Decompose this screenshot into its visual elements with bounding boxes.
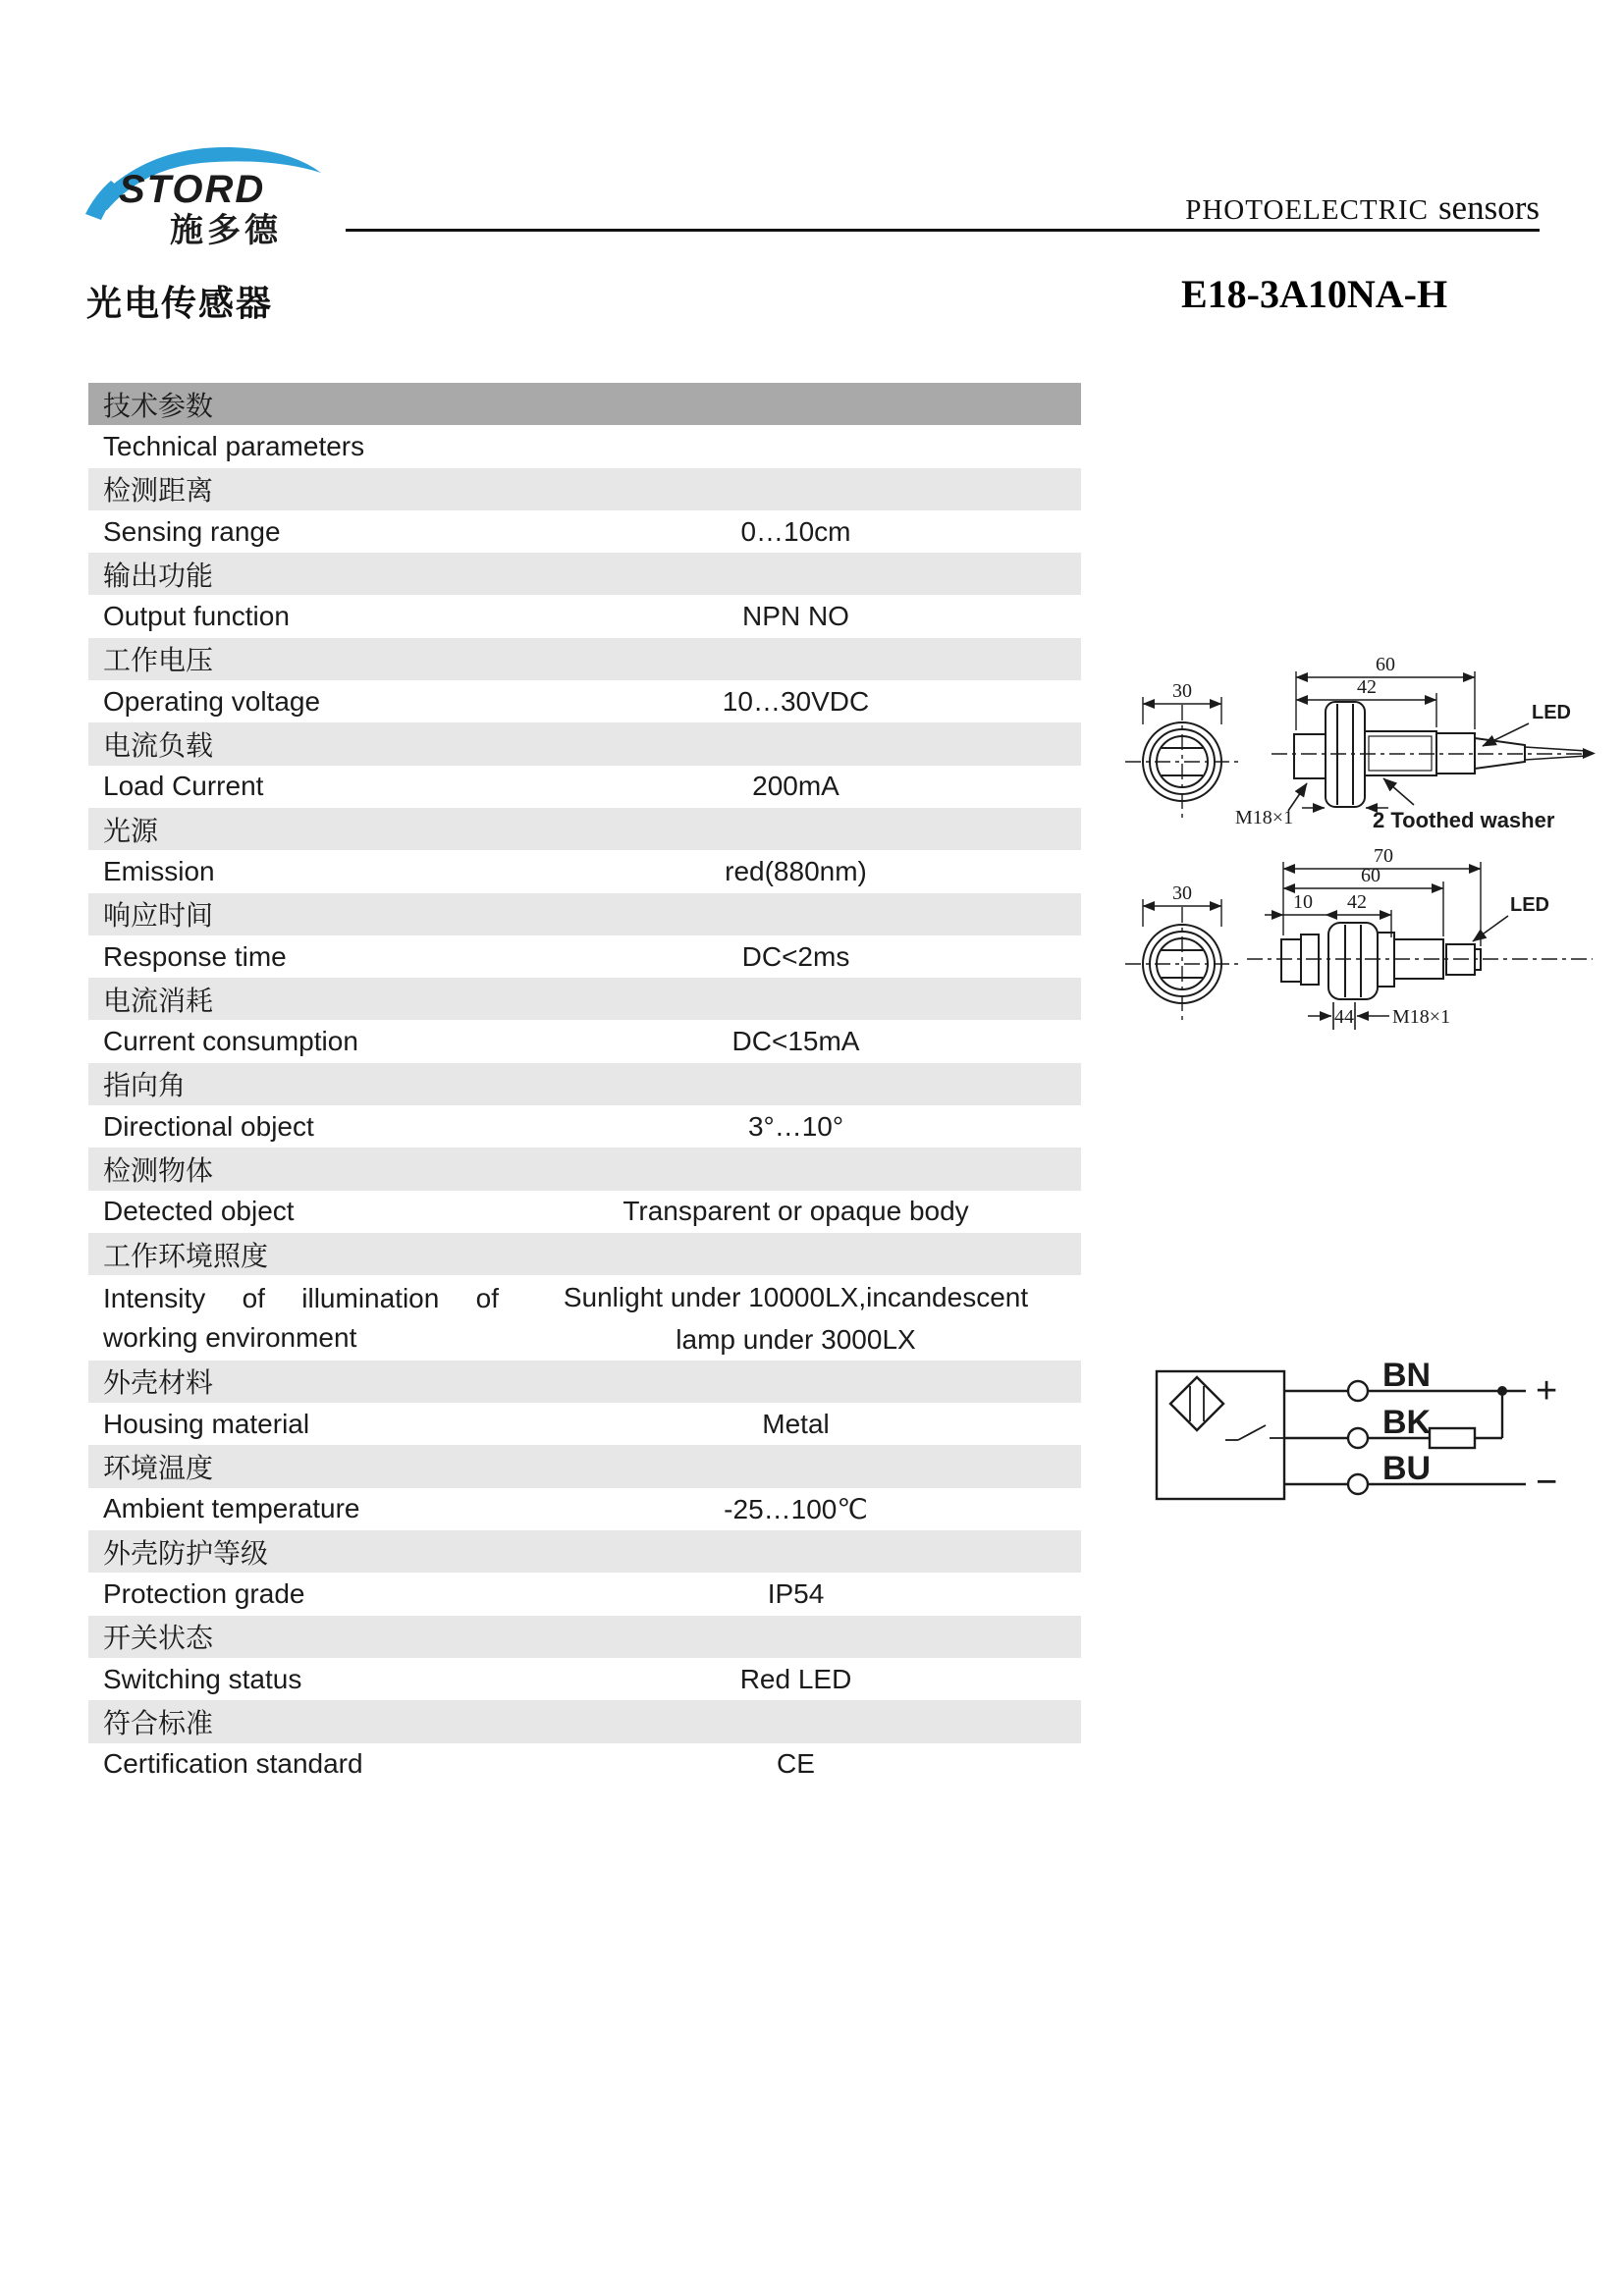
table-row	[88, 595, 1081, 637]
table-row	[88, 722, 1081, 765]
table-row	[88, 638, 1081, 680]
dim-diameter-label: 30	[1172, 882, 1192, 904]
row-value: -25…100℃	[724, 1493, 868, 1524]
table-row	[88, 1743, 1081, 1786]
dimension-drawing-2	[1090, 849, 1600, 1065]
table-row	[88, 1445, 1081, 1487]
table-row	[88, 553, 1081, 595]
spec-table	[88, 383, 1081, 1786]
table-row	[88, 1233, 1081, 1275]
row-label: 外壳防护等级	[103, 1537, 269, 1569]
wire-bu-label: BU	[1382, 1450, 1432, 1487]
table-row	[88, 680, 1081, 722]
table-row	[88, 510, 1081, 553]
row-label: 电流消耗	[103, 985, 214, 1016]
table-row	[88, 1403, 1081, 1445]
row-label: Directional object	[103, 1110, 314, 1142]
row-label: Output function	[103, 601, 290, 632]
dim-body-length-label: 42	[1357, 676, 1377, 698]
brand-word: sensors	[1437, 188, 1540, 227]
row-label: Technical parameters	[103, 430, 365, 461]
row-label: Certification standard	[103, 1748, 363, 1780]
table-row	[88, 850, 1081, 892]
row-label: Response time	[103, 940, 287, 972]
row-label: 工作环境照度	[103, 1240, 269, 1271]
wire-bk-label: BK	[1382, 1404, 1432, 1441]
thread-label: M18×1	[1235, 807, 1294, 828]
row-value: Red LED	[739, 1663, 852, 1694]
brand-line	[1185, 188, 1540, 228]
row-value: DC<15mA	[731, 1026, 860, 1057]
page-title-zh: 光电传感器	[86, 283, 274, 323]
row-label: 指向角	[103, 1070, 187, 1101]
dim-60-label: 60	[1361, 865, 1380, 886]
row-label: 工作电压	[103, 645, 214, 676]
row-value: NPN NO	[742, 601, 849, 632]
plus-terminal-label: +	[1536, 1370, 1558, 1412]
led-label: LED	[1510, 894, 1549, 916]
row-label: 开关状态	[103, 1623, 214, 1654]
header-rule	[346, 229, 1540, 232]
row-value: Transparent or opaque body	[623, 1196, 969, 1227]
dimension-drawing-1	[1090, 628, 1600, 849]
table-row	[88, 1361, 1081, 1403]
row-value: 0…10cm	[740, 515, 851, 547]
row-label: Switching status	[103, 1663, 302, 1694]
row-label: 外壳材料	[103, 1367, 214, 1399]
row-label: 电流负载	[103, 730, 214, 762]
table-row	[88, 425, 1081, 467]
dim-total-length-label: 60	[1376, 654, 1395, 675]
table-row	[88, 1530, 1081, 1573]
row-value: red(880nm)	[725, 855, 867, 886]
row-label: 环境温度	[103, 1453, 214, 1484]
row-label: 输出功能	[103, 560, 214, 591]
wiring-diagram	[1139, 1355, 1600, 1522]
table-row	[88, 1105, 1081, 1148]
brand-caps: PHOTOELECTRIC	[1185, 194, 1429, 226]
row-label: 符合标准	[103, 1707, 214, 1738]
dim-42-label: 42	[1347, 891, 1367, 913]
table-row	[88, 766, 1081, 808]
dim-10-label: 10	[1293, 891, 1313, 913]
row-value: CE	[777, 1748, 815, 1780]
row-label: Housing material	[103, 1408, 310, 1439]
table-row	[88, 1191, 1081, 1233]
row-value: IP54	[767, 1577, 825, 1609]
row-label: Load Current	[103, 771, 264, 802]
table-row	[88, 808, 1081, 850]
dim-44-label: 44	[1334, 1006, 1354, 1028]
table-row	[88, 1148, 1081, 1190]
row-label: 技术参数	[103, 390, 214, 421]
logo-wordmark: STORD	[119, 168, 266, 211]
table-row	[88, 1658, 1081, 1700]
thread-label: M18×1	[1392, 1006, 1451, 1028]
stord-logo	[83, 137, 329, 255]
table-row	[88, 978, 1081, 1020]
terminal-bk	[1348, 1428, 1368, 1448]
row-label: 检测物体	[103, 1154, 214, 1186]
row-value: Metal	[762, 1408, 830, 1439]
table-row	[88, 1700, 1081, 1742]
row-value: DC<2ms	[741, 940, 850, 972]
table-row	[88, 1488, 1081, 1530]
row-label: Intensity of illumination of working environment	[103, 1282, 499, 1353]
table-row	[88, 1020, 1081, 1062]
led-label: LED	[1532, 702, 1571, 723]
terminal-bn	[1348, 1381, 1368, 1401]
toothed-washer-label: 2 Toothed washer	[1373, 808, 1555, 832]
row-label: Current consumption	[103, 1026, 358, 1057]
row-label: Emission	[103, 855, 215, 886]
logo-chinese-name: 施多德	[170, 212, 282, 249]
table-row	[88, 1573, 1081, 1615]
table-row	[88, 893, 1081, 935]
wire-bn-label: BN	[1382, 1357, 1432, 1394]
model-number: E18-3A10NA-H	[1181, 272, 1448, 316]
table-row	[88, 468, 1081, 510]
load-resistor	[1430, 1428, 1475, 1448]
logo-swoosh-tail	[85, 181, 123, 220]
table-row	[88, 1063, 1081, 1105]
row-label: 响应时间	[103, 900, 214, 932]
row-value: 10…30VDC	[722, 685, 870, 717]
row-value: 3°…10°	[747, 1110, 844, 1142]
row-label: Protection grade	[103, 1577, 305, 1609]
terminal-bu	[1348, 1474, 1368, 1494]
row-label: Operating voltage	[103, 685, 321, 717]
table-row	[88, 935, 1081, 978]
row-value: 200mA	[752, 771, 839, 802]
table-row	[88, 1616, 1081, 1658]
table-row	[88, 1275, 1081, 1361]
row-label: Sensing range	[103, 515, 281, 547]
row-label: Detected object	[103, 1196, 295, 1227]
dim-diameter-label: 30	[1172, 680, 1192, 702]
row-label: 检测距离	[103, 475, 214, 507]
table-row	[88, 383, 1081, 425]
minus-terminal-label: −	[1536, 1462, 1558, 1503]
row-value: Sunlight under 10000LX,incandescent lamp under 3000LX	[563, 1281, 1029, 1355]
dim-70-label: 70	[1374, 849, 1393, 867]
sensor-symbol	[1170, 1377, 1223, 1430]
row-label: 光源	[103, 815, 159, 846]
row-label: Ambient temperature	[103, 1493, 360, 1524]
